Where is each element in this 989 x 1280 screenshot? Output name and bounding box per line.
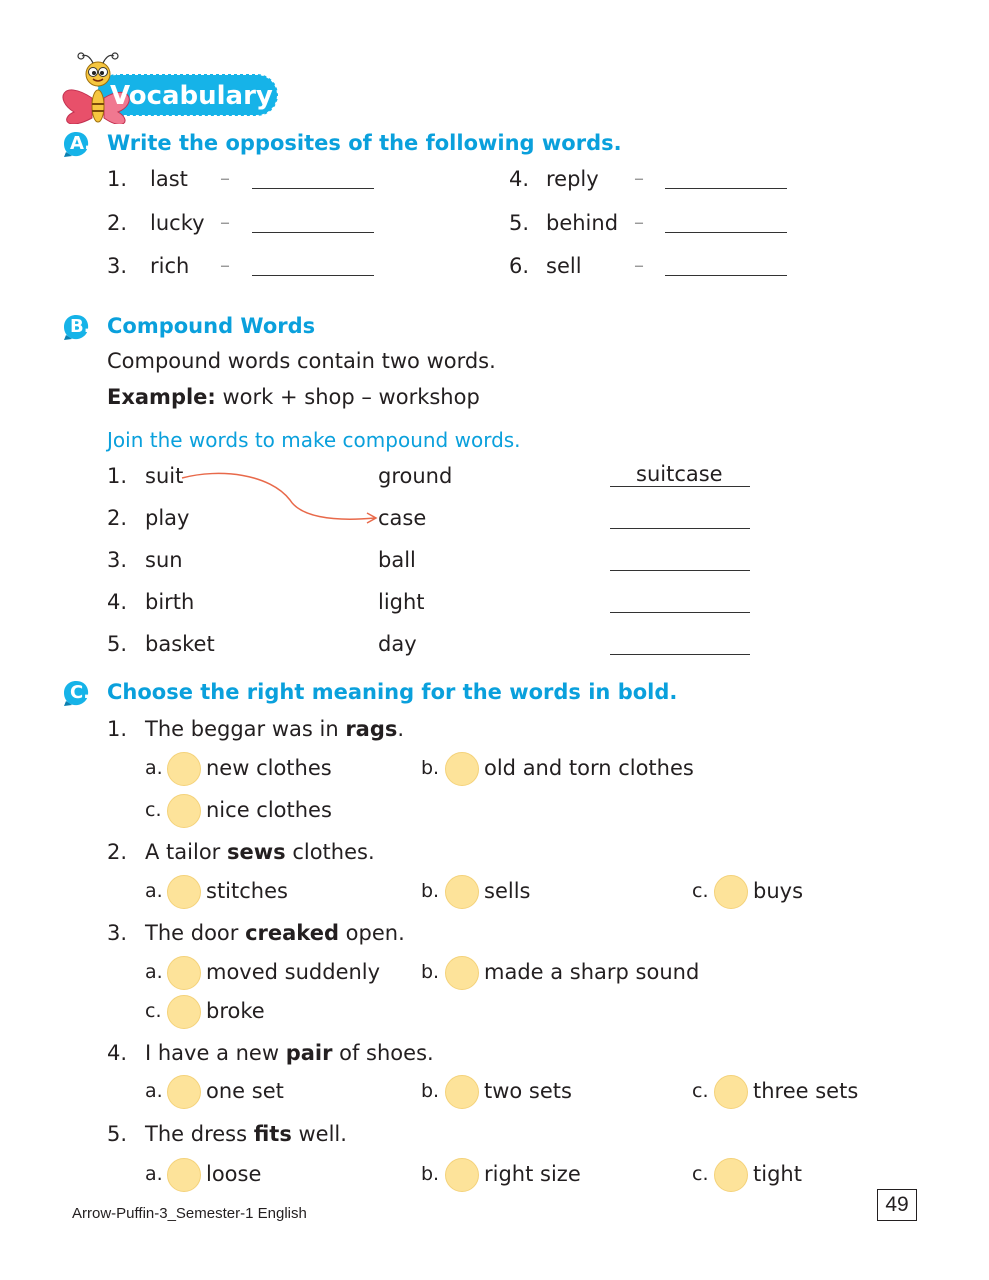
answer-bubble[interactable] xyxy=(167,1158,201,1192)
opposite-num: 3. xyxy=(107,254,128,278)
option-letter: a. xyxy=(145,1163,163,1185)
example-text: work + shop – workshop xyxy=(215,385,480,409)
compound-num: 5. xyxy=(107,632,128,656)
opposite-dash: – xyxy=(220,166,230,190)
option-text: moved suddenly xyxy=(206,960,381,984)
option-letter: a. xyxy=(145,1080,163,1102)
section-b-letter: B. xyxy=(70,316,91,337)
option-letter: c. xyxy=(145,1000,162,1022)
option-text: old and torn clothes xyxy=(484,756,694,780)
opposite-word: rich xyxy=(150,254,190,278)
option-letter: b. xyxy=(421,880,440,902)
section-b-instruction: Join the words to make compound words. xyxy=(107,428,521,452)
question-text: A tailor sews clothes. xyxy=(145,840,375,864)
option-letter: b. xyxy=(421,1080,440,1102)
section-c-heading: Choose the right meaning for the words in bold. xyxy=(107,680,678,704)
opposite-num: 5. xyxy=(509,211,530,235)
option-text: nice clothes xyxy=(206,798,332,822)
question-text: The beggar was in rags. xyxy=(145,717,405,741)
option-letter: c. xyxy=(692,880,709,902)
answer-blank-4[interactable] xyxy=(665,188,787,189)
option-letter: a. xyxy=(145,961,163,983)
opposite-dash: – xyxy=(634,210,644,234)
option-text: new clothes xyxy=(206,756,332,780)
question-num: 3. xyxy=(107,921,128,945)
section-c-letter: C. xyxy=(70,682,91,703)
compound-right-word[interactable]: case xyxy=(378,506,427,530)
compound-answer-blank[interactable] xyxy=(610,570,750,571)
opposite-word: behind xyxy=(546,211,619,235)
answer-blank-2[interactable] xyxy=(252,232,374,233)
option-text: three sets xyxy=(753,1079,859,1103)
option-text: broke xyxy=(206,999,265,1023)
opposite-dash: – xyxy=(220,253,230,277)
option-letter: c. xyxy=(692,1163,709,1185)
option-text: one set xyxy=(206,1079,284,1103)
compound-num: 2. xyxy=(107,506,128,530)
page-number: 49 xyxy=(877,1189,917,1221)
answer-bubble[interactable] xyxy=(445,1158,479,1192)
option-text: stitches xyxy=(206,879,288,903)
answer-bubble[interactable] xyxy=(167,995,201,1029)
section-b-intro: Compound words contain two words. xyxy=(107,349,496,373)
answer-bubble[interactable] xyxy=(167,875,201,909)
question-num: 1. xyxy=(107,717,128,741)
opposite-dash: – xyxy=(634,166,644,190)
answer-bubble[interactable] xyxy=(167,752,201,786)
opposite-num: 2. xyxy=(107,211,128,235)
question-num: 4. xyxy=(107,1041,128,1065)
option-letter: a. xyxy=(145,880,163,902)
question-text: The dress fits well. xyxy=(145,1122,347,1146)
example-label: Example: xyxy=(107,385,216,409)
option-letter: c. xyxy=(145,799,162,821)
compound-right-word[interactable]: ball xyxy=(378,548,416,572)
option-text: loose xyxy=(206,1162,262,1186)
answer-bubble[interactable] xyxy=(167,956,201,990)
section-b-heading: Compound Words xyxy=(107,314,316,338)
option-text: made a sharp sound xyxy=(484,960,700,984)
opposite-word: lucky xyxy=(150,211,205,235)
opposite-word: reply xyxy=(546,167,599,191)
compound-answer: suitcase xyxy=(636,462,723,486)
question-num: 5. xyxy=(107,1122,128,1146)
answer-bubble[interactable] xyxy=(714,1158,748,1192)
option-letter: b. xyxy=(421,757,440,779)
answer-bubble[interactable] xyxy=(714,1075,748,1109)
answer-bubble[interactable] xyxy=(445,1075,479,1109)
compound-right-word[interactable]: light xyxy=(378,590,425,614)
opposite-word: sell xyxy=(546,254,582,278)
answer-blank-3[interactable] xyxy=(252,275,374,276)
answer-blank-5[interactable] xyxy=(665,232,787,233)
question-num: 2. xyxy=(107,840,128,864)
option-text: right size xyxy=(484,1162,581,1186)
answer-bubble[interactable] xyxy=(445,956,479,990)
answer-bubble[interactable] xyxy=(714,875,748,909)
answer-bubble[interactable] xyxy=(445,752,479,786)
compound-left-word[interactable]: play xyxy=(145,506,190,530)
opposite-dash: – xyxy=(220,210,230,234)
option-text: tight xyxy=(753,1162,802,1186)
footer-text: Arrow-Puffin-3_Semester-1 English xyxy=(72,1205,307,1222)
connector-arrow-icon xyxy=(180,470,380,526)
compound-left-word[interactable]: birth xyxy=(145,590,195,614)
compound-num: 1. xyxy=(107,464,128,488)
option-letter: a. xyxy=(145,757,163,779)
answer-blank-6[interactable] xyxy=(665,275,787,276)
option-letter: c. xyxy=(692,1080,709,1102)
answer-bubble[interactable] xyxy=(167,1075,201,1109)
answer-bubble[interactable] xyxy=(445,875,479,909)
section-b-example xyxy=(107,384,480,410)
section-a-letter: A. xyxy=(70,133,92,154)
compound-num: 3. xyxy=(107,548,128,572)
compound-answer-blank[interactable] xyxy=(610,612,750,613)
compound-left-word[interactable]: sun xyxy=(145,548,183,572)
compound-right-word[interactable]: day xyxy=(378,632,417,656)
section-a-heading: Write the opposites of the following words. xyxy=(107,131,622,155)
compound-left-word[interactable]: basket xyxy=(145,632,215,656)
option-text: buys xyxy=(753,879,804,903)
banner-title: Vocabulary xyxy=(110,81,273,111)
option-text: two sets xyxy=(484,1079,572,1103)
opposite-num: 6. xyxy=(509,254,530,278)
opposite-num: 4. xyxy=(509,167,530,191)
compound-left-word[interactable]: suit xyxy=(145,464,184,488)
answer-blank-1[interactable] xyxy=(252,188,374,189)
opposite-word: last xyxy=(150,167,188,191)
compound-answer-blank[interactable] xyxy=(610,654,750,655)
compound-num: 4. xyxy=(107,590,128,614)
option-letter: b. xyxy=(421,1163,440,1185)
question-text: The door creaked open. xyxy=(145,921,405,945)
answer-bubble[interactable] xyxy=(167,794,201,828)
opposite-num: 1. xyxy=(107,167,128,191)
compound-answer-blank[interactable] xyxy=(610,528,750,529)
opposite-dash: – xyxy=(634,253,644,277)
option-letter: b. xyxy=(421,961,440,983)
option-text: sells xyxy=(484,879,531,903)
question-text: I have a new pair of shoes. xyxy=(145,1041,434,1065)
compound-right-word[interactable]: ground xyxy=(378,464,453,488)
